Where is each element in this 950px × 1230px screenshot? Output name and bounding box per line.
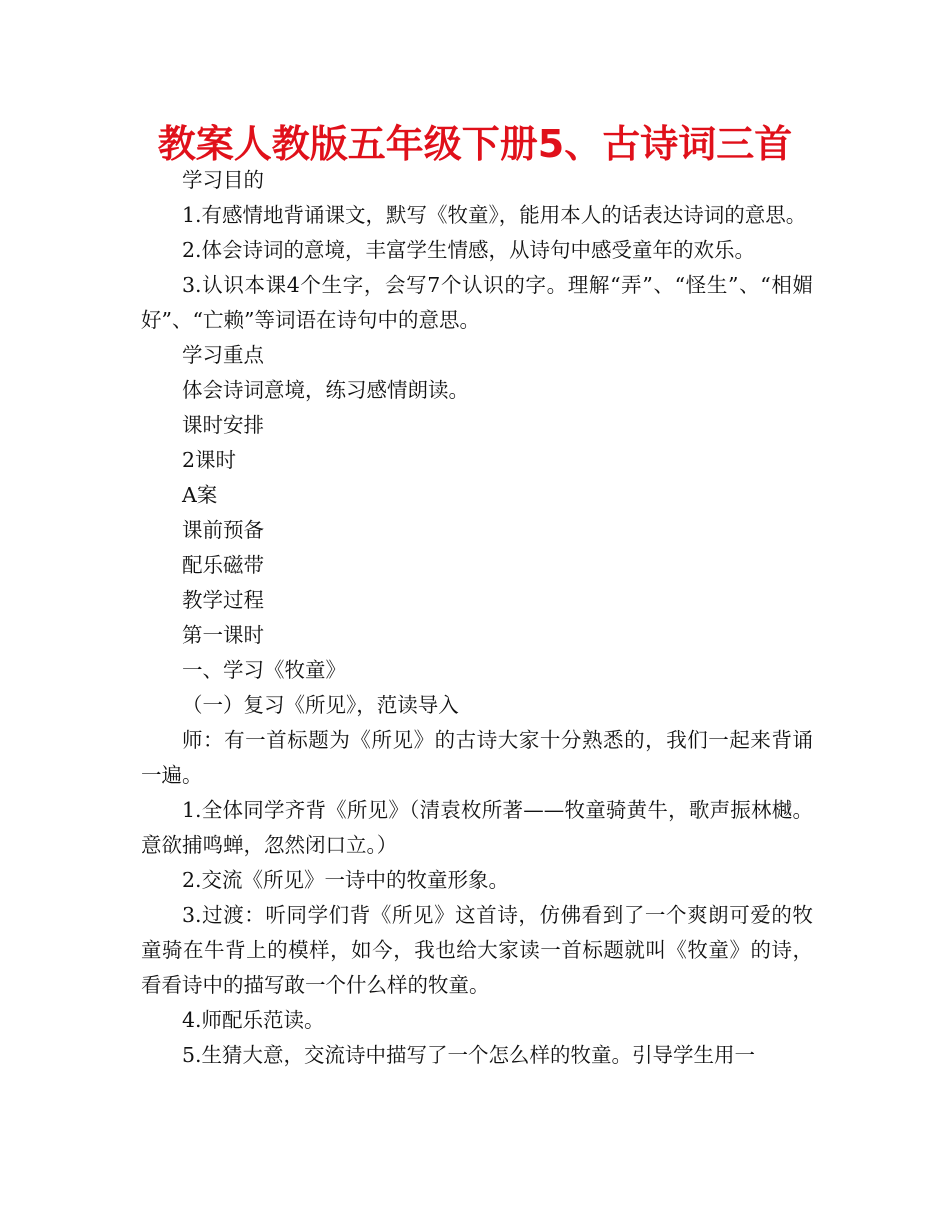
paragraph: 体会诗词意境，练习感情朗读。 [182, 378, 469, 402]
paragraph: 2课时 [182, 448, 237, 472]
paragraph: 1.有感情地背诵课文，默写《牧童》，能用本人的话表达诗词的意思。 [182, 203, 807, 227]
paragraph: 配乐磁带 [182, 553, 264, 577]
paragraph: 2.体会诗词的意境，丰富学生情感，从诗句中感受童年的欢乐。 [182, 238, 756, 262]
paragraph: 一、学习《牧童》 [182, 658, 346, 682]
paragraph: 教学过程 [182, 588, 264, 612]
paragraph: 3.认识本课4个生字，会写7个认识的字。理解“弄”、“怪生”、“相媚好”、“亡赖”等词语在诗句中的意思。 [141, 273, 813, 332]
paragraph: 2.交流《所见》一诗中的牧童形象。 [182, 868, 510, 892]
paragraph: （一）复习《所见》，范读导入 [182, 693, 459, 717]
paragraph: 课时安排 [182, 413, 264, 437]
paragraph: 4.师配乐范读。 [182, 1008, 325, 1032]
paragraph: 学习重点 [182, 343, 264, 367]
paragraph: A案 [182, 483, 218, 507]
paragraph: 师：有一首标题为《所见》的古诗大家十分熟悉的，我们一起来背诵一遍。 [141, 728, 813, 787]
paragraph: 5.生猜大意，交流诗中描写了一个怎么样的牧童。引导学生用一 [182, 1043, 756, 1067]
paragraph: 3.过渡：听同学们背《所见》这首诗，仿佛看到了一个爽朗可爱的牧童骑在牛背上的模样，如今，我也给大家读一首标题就叫《牧童》的诗，看看诗中的描写敢一个什么样的牧童。 [141, 903, 813, 997]
document-title: 教案人教版五年级下册5、古诗词三首 [157, 122, 793, 166]
paragraph: 第一课时 [182, 623, 264, 647]
paragraph: 课前预备 [182, 518, 264, 542]
document-body [141, 163, 813, 1073]
paragraph: 学习目的 [182, 168, 264, 192]
paragraph: 1.全体同学齐背《所见》（清袁枚所著——牧童骑黄牛，歌声振林樾。意欲捕鸣蝉，忽然闭口立。） [141, 798, 813, 857]
